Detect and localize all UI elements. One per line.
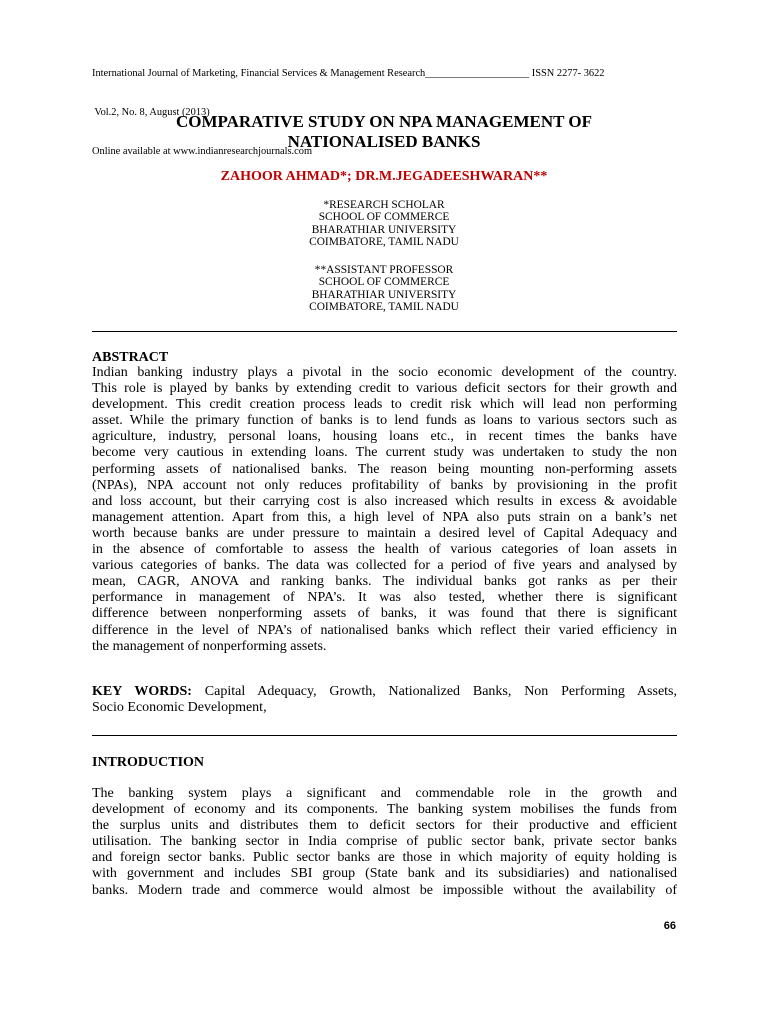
abstract-line: Indian banking industry plays a pivotal in the socio economic development of the country. (92, 365, 677, 380)
abstract-line: various categories of banks. The data was collected for a period of five years and analysed by (92, 558, 677, 574)
abstract-line: worth because banks are under pressure to maintain a desired level of Capital Adequacy and (92, 525, 677, 541)
abstract-line: in the absence of comfortable to assess the health of various categories of loan assets in (92, 542, 677, 558)
paper-title-line-1: COMPARATIVE STUDY ON NPA MANAGEMENT OF (175, 112, 593, 131)
abstract-line: agriculture, industry, personal loans, housing loans etc., in recent times the banks have (92, 429, 677, 445)
introduction-line: banks. Modern trade and commerce would almost be impossible without the availability of (92, 882, 677, 898)
abstract-line: (NPAs), NPA account not only reduces profitability of banks by provisioning in the profit (92, 477, 677, 493)
affiliation-line: SCHOOL OF COMMERCE (318, 211, 450, 224)
journal-online-line: Online available at www.indianresearchjournals.com (92, 146, 313, 157)
divider-rule (92, 735, 677, 736)
abstract-line: asset. While the primary function of banks is to lend funds as loans to various sectors such as (92, 413, 677, 429)
abstract-line: performing assets of nationalised banks. The reason being mounting non-performing assets (92, 461, 677, 477)
abstract-line: This role is played by banks by extending credit to various deficit sectors for their growth and (92, 381, 677, 397)
affiliation-line: **ASSISTANT PROFESSOR (314, 264, 454, 276)
abstract-line: performance in management of NPA’s. It was also tested, whether there is significant (92, 590, 677, 606)
introduction-line: with government and includes SBI group (State bank and its subsidiaries) and nationalised (92, 866, 677, 882)
paper-title-line-2: NATIONALISED BANKS (287, 132, 481, 151)
abstract-line: management attention. Apart from this, a high level of NPA also puts strain on a bank’s net (92, 509, 677, 525)
abstract-line: the management of nonperforming assets. (92, 638, 327, 654)
affiliation-line: COIMBATORE, TAMIL NADU (309, 236, 459, 249)
abstract-heading: ABSTRACT (92, 350, 169, 365)
affiliation-line: BHARATHIAR UNIVERSITY (311, 288, 457, 301)
journal-title-line: International Journal of Marketing, Financial Services & Management Research____________________ ISSN 2277- 3622 (92, 68, 605, 79)
keywords-text: Capital Adequacy, Growth, Nationalized Banks, Non Performing Assets, (204, 684, 677, 699)
introduction-line: The banking system plays a significant and commendable role in the growth and (92, 786, 677, 801)
affiliation-line: BHARATHIAR UNIVERSITY (311, 223, 457, 236)
author-names: ZAHOOR AHMAD*; DR.M.JEGADEESHWARAN** (220, 169, 548, 184)
abstract-line: become very cautious in extending loans. The current study was undertaken to study the non (92, 445, 677, 461)
affiliation-second (92, 264, 676, 314)
affiliation-line: SCHOOL OF COMMERCE (318, 276, 450, 289)
affiliation-first (92, 199, 676, 249)
affiliation-line: COIMBATORE, TAMIL NADU (309, 301, 459, 314)
keywords-block (92, 684, 677, 716)
abstract-line: development. This credit creation process leads to credit risk which will lead non performing (92, 397, 677, 413)
introduction-line: the surplus units and distributes them to deficit sectors for their productive and efficient (92, 818, 677, 834)
abstract-line: and loss account, but their carrying cost is also increased which results in excess & avoidable (92, 493, 677, 509)
abstract-line: difference between nonperforming assets of banks, it was found that there is significant (92, 606, 677, 622)
keywords-line: Socio Economic Development, (92, 700, 267, 716)
divider-rule (92, 331, 677, 332)
introduction-heading: INTRODUCTION (92, 755, 205, 770)
introduction-line: development of economy and its components. The banking system mobilises the funds from (92, 802, 677, 818)
journal-volume-line: Vol.2, No. 8, August (2013) (92, 107, 210, 118)
abstract-body (92, 365, 677, 655)
introduction-body (92, 786, 677, 899)
page-number: 66 (663, 920, 676, 932)
affiliation-line: *RESEARCH SCHOLAR (323, 199, 445, 211)
keywords-label: KEY WORDS: (92, 684, 192, 699)
introduction-line: and foreign sector banks. Public sector banks are those in which majority of equity holding is (92, 850, 677, 866)
keywords-line (92, 684, 677, 700)
abstract-line: difference in the level of NPA’s of nationalised banks which reflect their varied efficiency in (92, 622, 677, 638)
paper-title (92, 112, 676, 152)
introduction-line: utilisation. The banking sector in India comprise of public sector bank, private sector banks (92, 834, 677, 850)
abstract-line: mean, CAGR, ANOVA and ranking banks. The individual banks got ranks as per their (92, 574, 677, 590)
